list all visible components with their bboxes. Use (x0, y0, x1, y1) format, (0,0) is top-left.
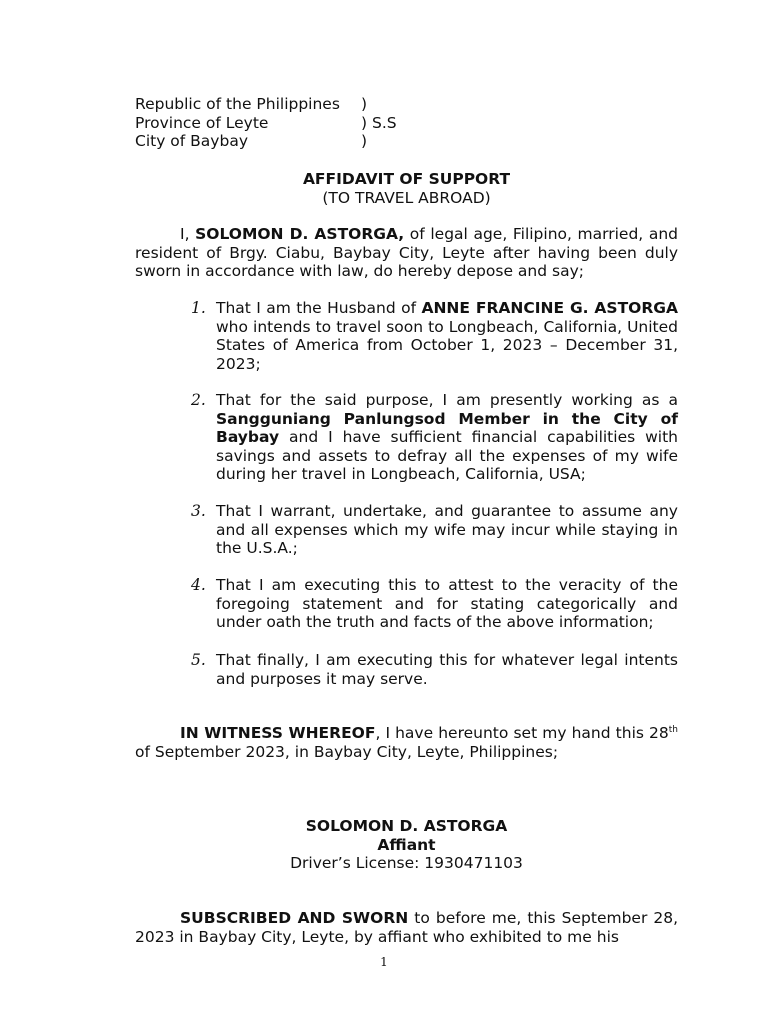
item-text: and I have sufficient financial capabilities with savings and assets to defray all the expenses of my wife during her travel in Longbeach, California, USA; (216, 428, 678, 483)
item-text: That I warrant, undertake, and guarantee to assume any and all expenses which my wife may incur while staying in the U.S.A.; (216, 502, 678, 557)
venue-line-province (135, 113, 397, 133)
item-number: 5. (191, 651, 206, 669)
venue-label: City of Baybay (135, 132, 248, 150)
venue-line-city (135, 132, 368, 151)
signatory-name: SOLOMON D. ASTORGA (305, 817, 508, 835)
signatory-license: Driver’s License: 1930471103 (290, 854, 523, 872)
witness-paragraph (135, 724, 678, 761)
list-item (191, 502, 678, 558)
document-title: AFFIDAVIT OF SUPPORT (302, 170, 511, 188)
occupation: Sangguniang Panlungsod Member in the City of Baybay (216, 409, 678, 446)
witness-text: of September 2023, in Baybay City, Leyte, Philippines; (135, 742, 559, 761)
ordinal-suffix: th (668, 724, 678, 735)
list-item (191, 299, 678, 373)
signature-block (135, 817, 678, 873)
list-item (191, 391, 678, 484)
intro-paragraph (135, 225, 678, 281)
witness-text: , I have hereunto set my hand this 28 (375, 724, 669, 742)
venue-bracket: ) (361, 132, 368, 150)
item-number: 3. (191, 502, 206, 520)
jurat-paragraph (135, 909, 678, 946)
venue-line-republic (135, 95, 368, 114)
list-item (191, 651, 678, 688)
signatory-role: Affiant (377, 835, 436, 854)
item-number: 4. (191, 576, 206, 594)
venue-block (135, 95, 397, 151)
venue-label: Republic of the Philippines (135, 95, 340, 113)
witness-lead: IN WITNESS WHEREOF (180, 724, 376, 742)
intro-text: of legal age, Filipino, married, and resident of Brgy. Ciabu, Baybay City, Leyte after having been duly sworn in accordance with law, do hereby depose and say; (135, 225, 678, 280)
item-text: That I am executing this to attest to the veracity of the foregoing statement and for stating categorically and under oath the truth and facts of the above information; (216, 576, 678, 631)
venue-bracket: ) S.S (361, 113, 397, 132)
affiant-name: SOLOMON D. ASTORGA, (195, 225, 405, 243)
list-item (191, 576, 678, 632)
item-text: That I am the Husband of (216, 299, 422, 317)
document-title-block (135, 170, 678, 207)
jurat-lead: SUBSCRIBED AND SWORN (180, 909, 409, 927)
spouse-name: ANNE FRANCINE G. ASTORGA (421, 299, 678, 317)
intro-prefix: I, (180, 225, 196, 243)
venue-bracket: ) (361, 95, 368, 113)
page-number: 1 (380, 955, 388, 969)
item-number: 1. (191, 299, 206, 317)
jurat-text: to before me, this September 28, 2023 in Baybay City, Leyte, by affiant who exhibited to me his (135, 909, 678, 946)
item-text: That for the said purpose, I am presently working as a (216, 391, 678, 409)
item-text: who intends to travel soon to Longbeach, California, United States of America from October 1, 2023 – December 31, 2023; (216, 317, 678, 373)
item-number: 2. (191, 391, 206, 409)
venue-label: Province of Leyte (135, 113, 269, 132)
item-text: That finally, I am executing this for whatever legal intents and purposes it may serve. (216, 651, 678, 688)
document-subtitle: (TO TRAVEL ABROAD) (322, 188, 491, 207)
